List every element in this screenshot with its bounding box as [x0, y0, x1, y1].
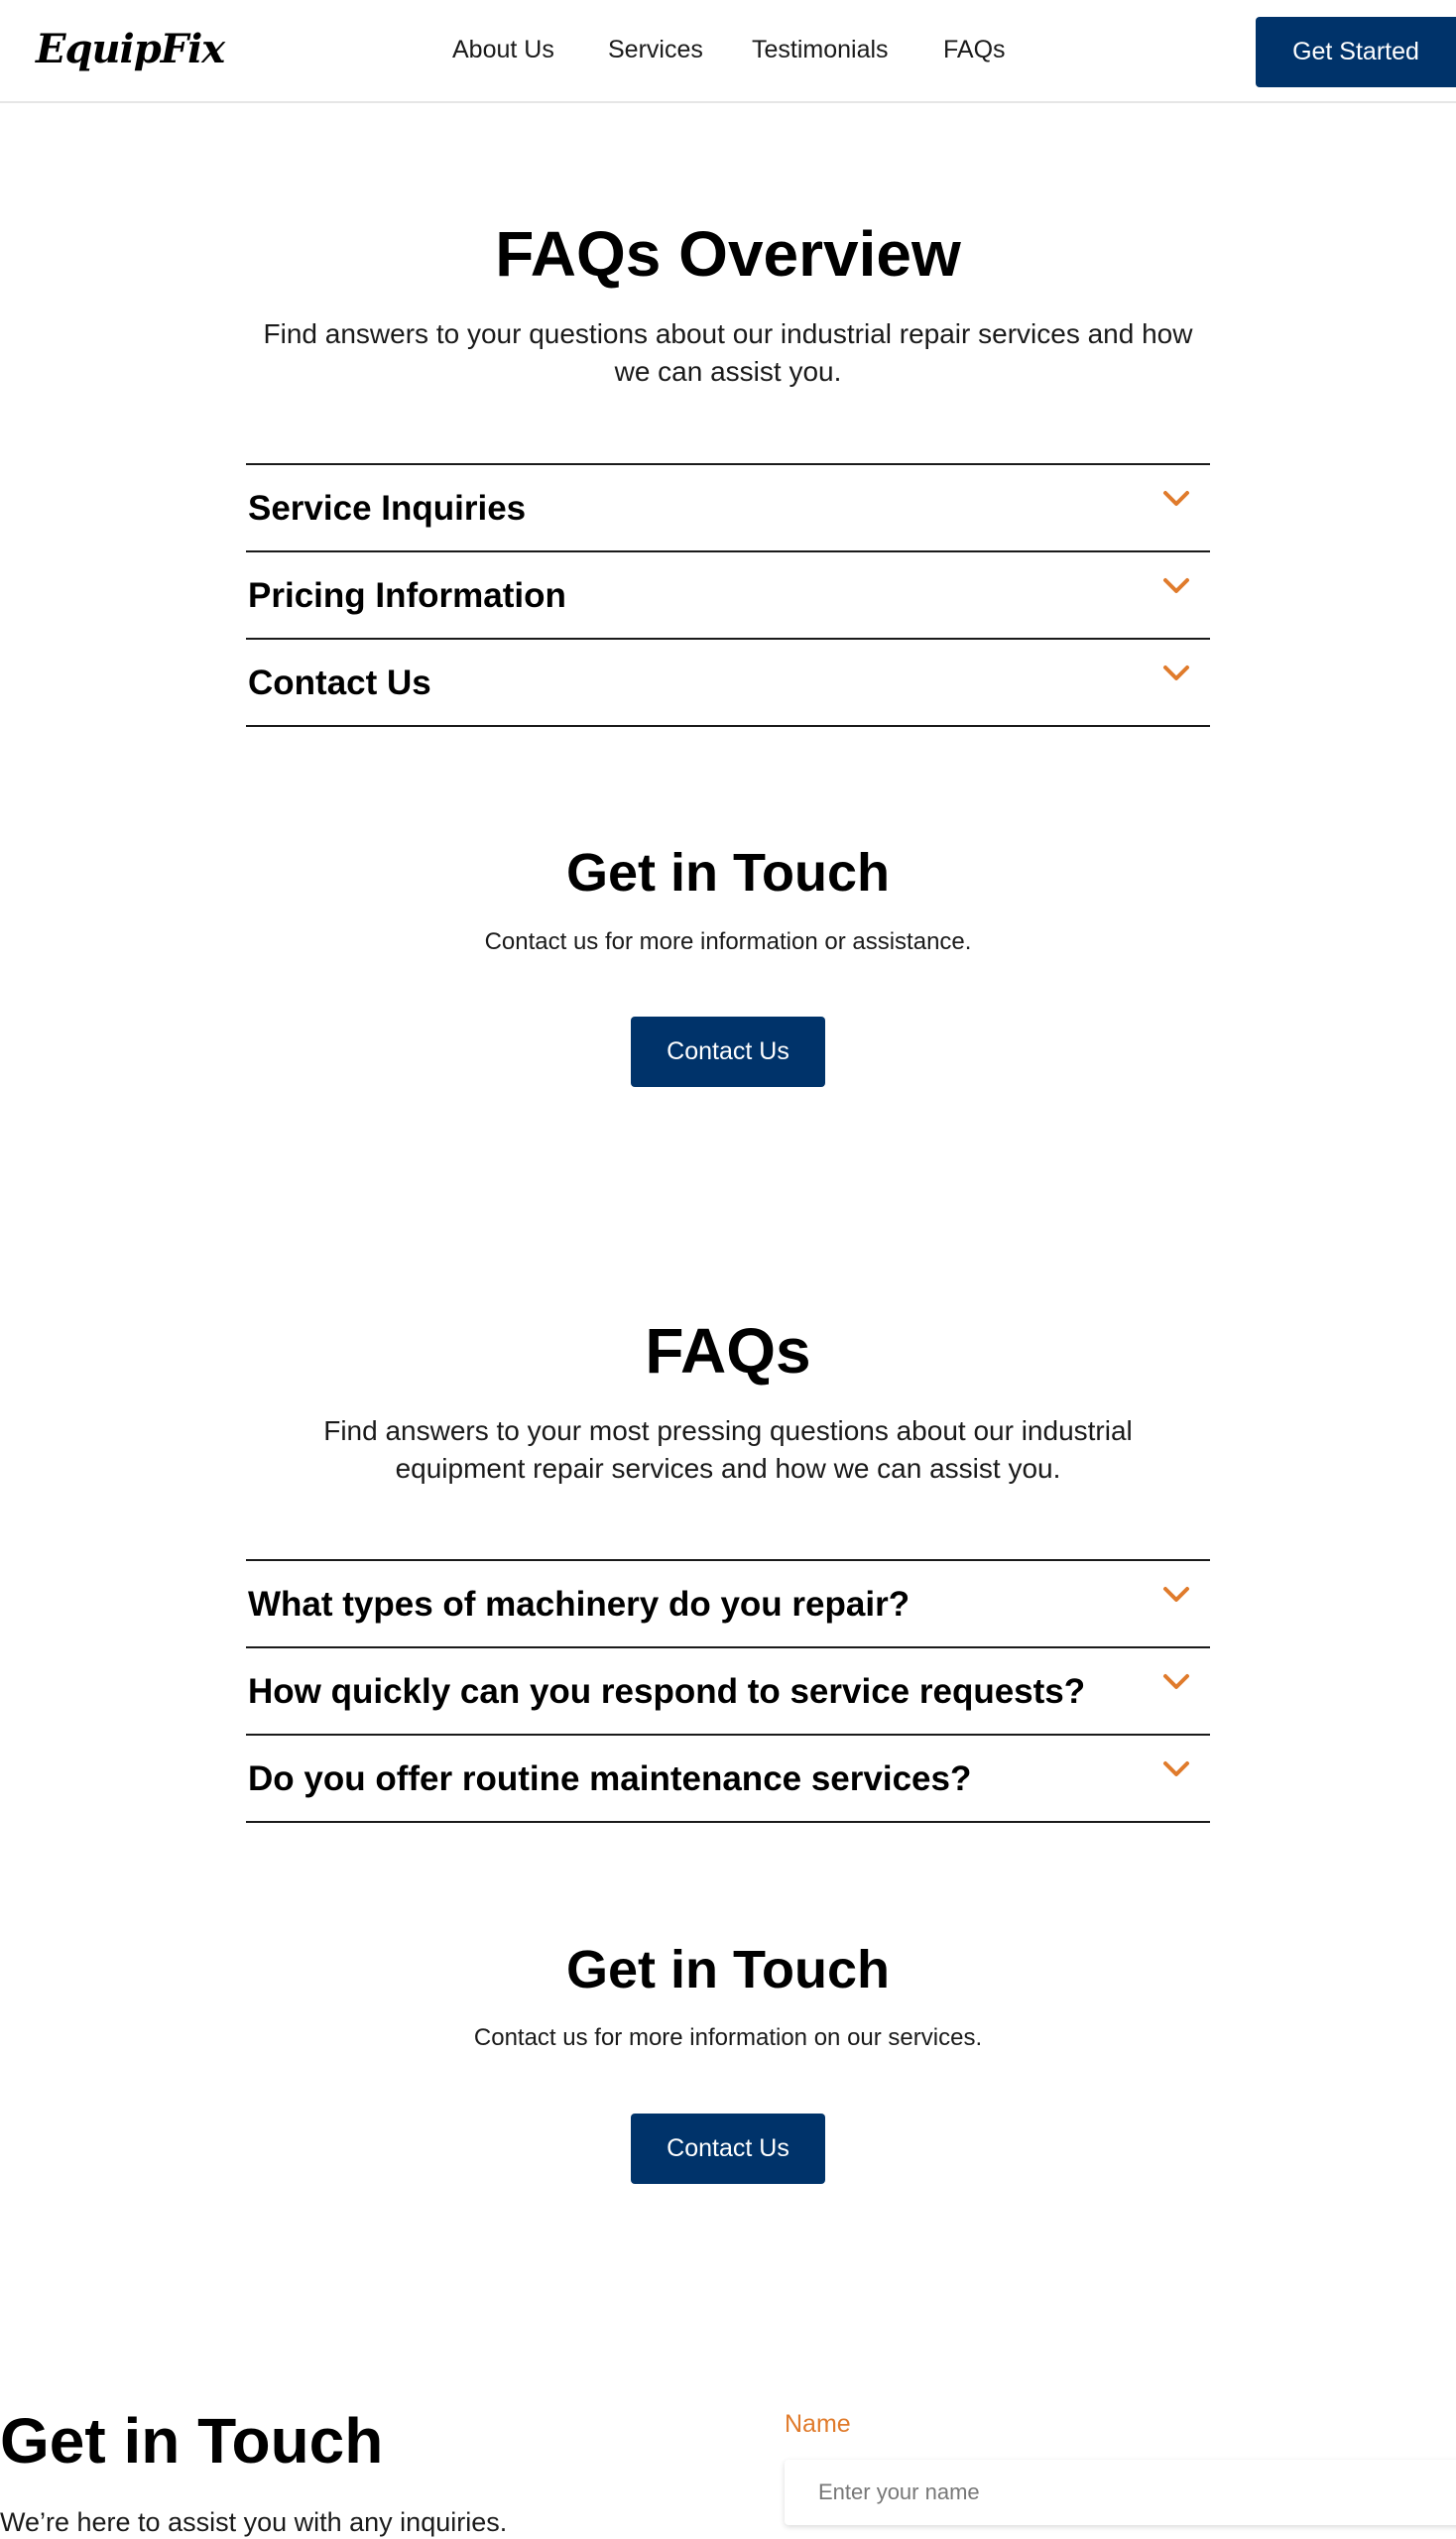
logo[interactable]: EquipFix	[36, 26, 225, 72]
accordion-item-maintenance[interactable]	[246, 1736, 1210, 1823]
contact-title: Get in Touch	[0, 2405, 384, 2477]
chevron-down-icon[interactable]	[1162, 1585, 1190, 1605]
chevron-down-icon[interactable]	[1162, 664, 1190, 683]
accordion-item-label: How quickly can you respond to service requests?	[248, 1672, 1086, 1711]
touch-2-description: Contact us for more information on our services.	[473, 2024, 983, 2051]
main-nav	[0, 36, 1456, 67]
chevron-down-icon[interactable]	[1162, 489, 1190, 509]
accordion-item-label: Contact Us	[248, 664, 431, 702]
faqs-description: Find answers to your most pressing questions about our industrial equipment repair services and how we can assist you.	[323, 1415, 1133, 1484]
accordion-item-machinery[interactable]	[246, 1561, 1210, 1648]
chevron-down-icon[interactable]	[1162, 576, 1190, 596]
accordion-item-contact-us[interactable]	[246, 640, 1210, 727]
touch-1-title: Get in Touch	[566, 843, 890, 903]
accordion-item-response-time[interactable]	[246, 1648, 1210, 1736]
accordion-item-label: Pricing Information	[248, 576, 566, 615]
chevron-down-icon[interactable]	[1162, 1672, 1190, 1692]
touch-1-description: Contact us for more information or assistance.	[484, 928, 972, 955]
accordion-item-service-inquiries[interactable]	[246, 465, 1210, 552]
faqs-title: FAQs	[645, 1315, 811, 1387]
name-input[interactable]	[785, 2460, 1456, 2525]
nav-about-us[interactable]: About Us	[452, 36, 554, 63]
nav-faqs[interactable]: FAQs	[943, 36, 1006, 63]
faq-overview-description: Find answers to your questions about our industrial repair services and how we can assist you.	[263, 318, 1193, 387]
contact-us-button[interactable]: Contact Us	[631, 1017, 825, 1087]
accordion-item-label: What types of machinery do you repair?	[248, 1585, 910, 1624]
site-header	[0, 0, 1456, 103]
accordion-item-pricing-information[interactable]	[246, 552, 1210, 640]
contact-us-button[interactable]: Contact Us	[631, 2114, 825, 2184]
faqs-accordion	[246, 1559, 1210, 1823]
accordion-item-label: Service Inquiries	[248, 489, 527, 528]
nav-testimonials[interactable]: Testimonials	[752, 36, 889, 63]
contact-subtitle: We’re here to assist you with any inquiries.	[0, 2507, 508, 2537]
chevron-down-icon[interactable]	[1162, 1759, 1190, 1779]
faq-overview-accordion	[246, 463, 1210, 727]
accordion-item-label: Do you offer routine maintenance services?	[248, 1759, 972, 1798]
nav-services[interactable]: Services	[608, 36, 703, 63]
touch-2-title: Get in Touch	[566, 1940, 890, 1999]
name-label: Name	[785, 2410, 851, 2438]
get-started-button[interactable]: Get Started	[1256, 17, 1456, 87]
faq-overview-title: FAQs Overview	[495, 218, 961, 290]
